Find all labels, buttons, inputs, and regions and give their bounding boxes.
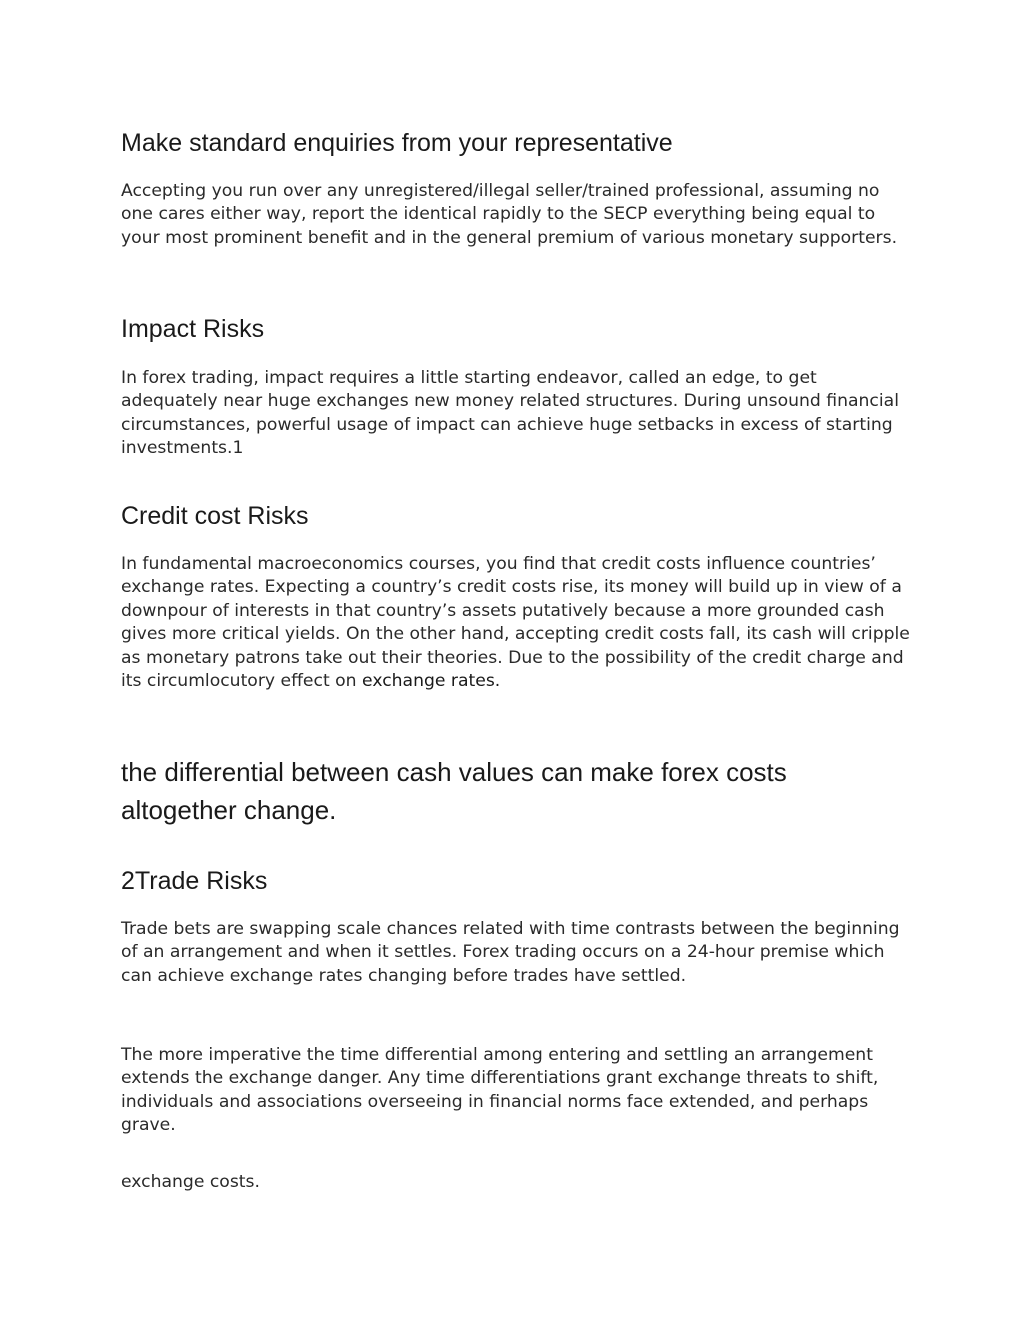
paragraph-impact-risks: In forex trading, impact requires a little starting endeavor, called an edge, to get adequately near huge exchanges new money related structures. During unsound financial circumstances, powerful usage of impact can achieve huge setbacks in excess of starting investments.1 (121, 368, 899, 459)
heading-impact-risks: Impact Risks (121, 315, 265, 343)
paragraph-standard-enquiries: Accepting you run over any unregistered/illegal seller/trained professional, assuming no one cares either way, report the identical rapidly to the SECP everything being equal to your most prominent benefit and in the general premium of various monetary supporters. (121, 181, 898, 248)
paragraph-trade-risks: Trade bets are swapping scale chances related with time contrasts between the beginning of an arrangement and when it settles. Forex trading occurs on a 24-hour premise which can achieve exchange rates changing before trades have settled. (121, 919, 900, 986)
paragraph-exchange-costs: exchange costs. (121, 1172, 260, 1192)
heading-trade-risks: 2Trade Risks (121, 867, 268, 895)
exchange-rates-link[interactable]: exchange rates. (362, 671, 501, 692)
heading-credit-cost-risks: Credit cost Risks (121, 502, 309, 530)
paragraph-credit-cost-text: In fundamental macroeconomics courses, you find that credit costs influence countries’ exchange rates. Expecting a country’s credit costs rise, its money will build up in view of a downpour of interests in that country’s assets putatively because a more grounded cash gives more critical yields. On the other hand, accepting credit costs fall, its cash will cripple as monetary patrons take out their theories. Due to the possibility of the credit charge and its circumlocutory effect on (121, 554, 910, 692)
paragraph-trade-risks-2: The more imperative the time differential among entering and settling an arrangement extends the exchange danger. Any time differentiations grant exchange threats to shift, individuals and associations overseeing in financial norms face extended, and perhaps grave. (121, 1045, 879, 1136)
heading-standard-enquiries: Make standard enquiries from your representative (121, 129, 673, 157)
heading-differential: the differential between cash values can make forex costs altogether change. (121, 757, 787, 825)
paragraph-credit-cost-risks (121, 553, 911, 693)
